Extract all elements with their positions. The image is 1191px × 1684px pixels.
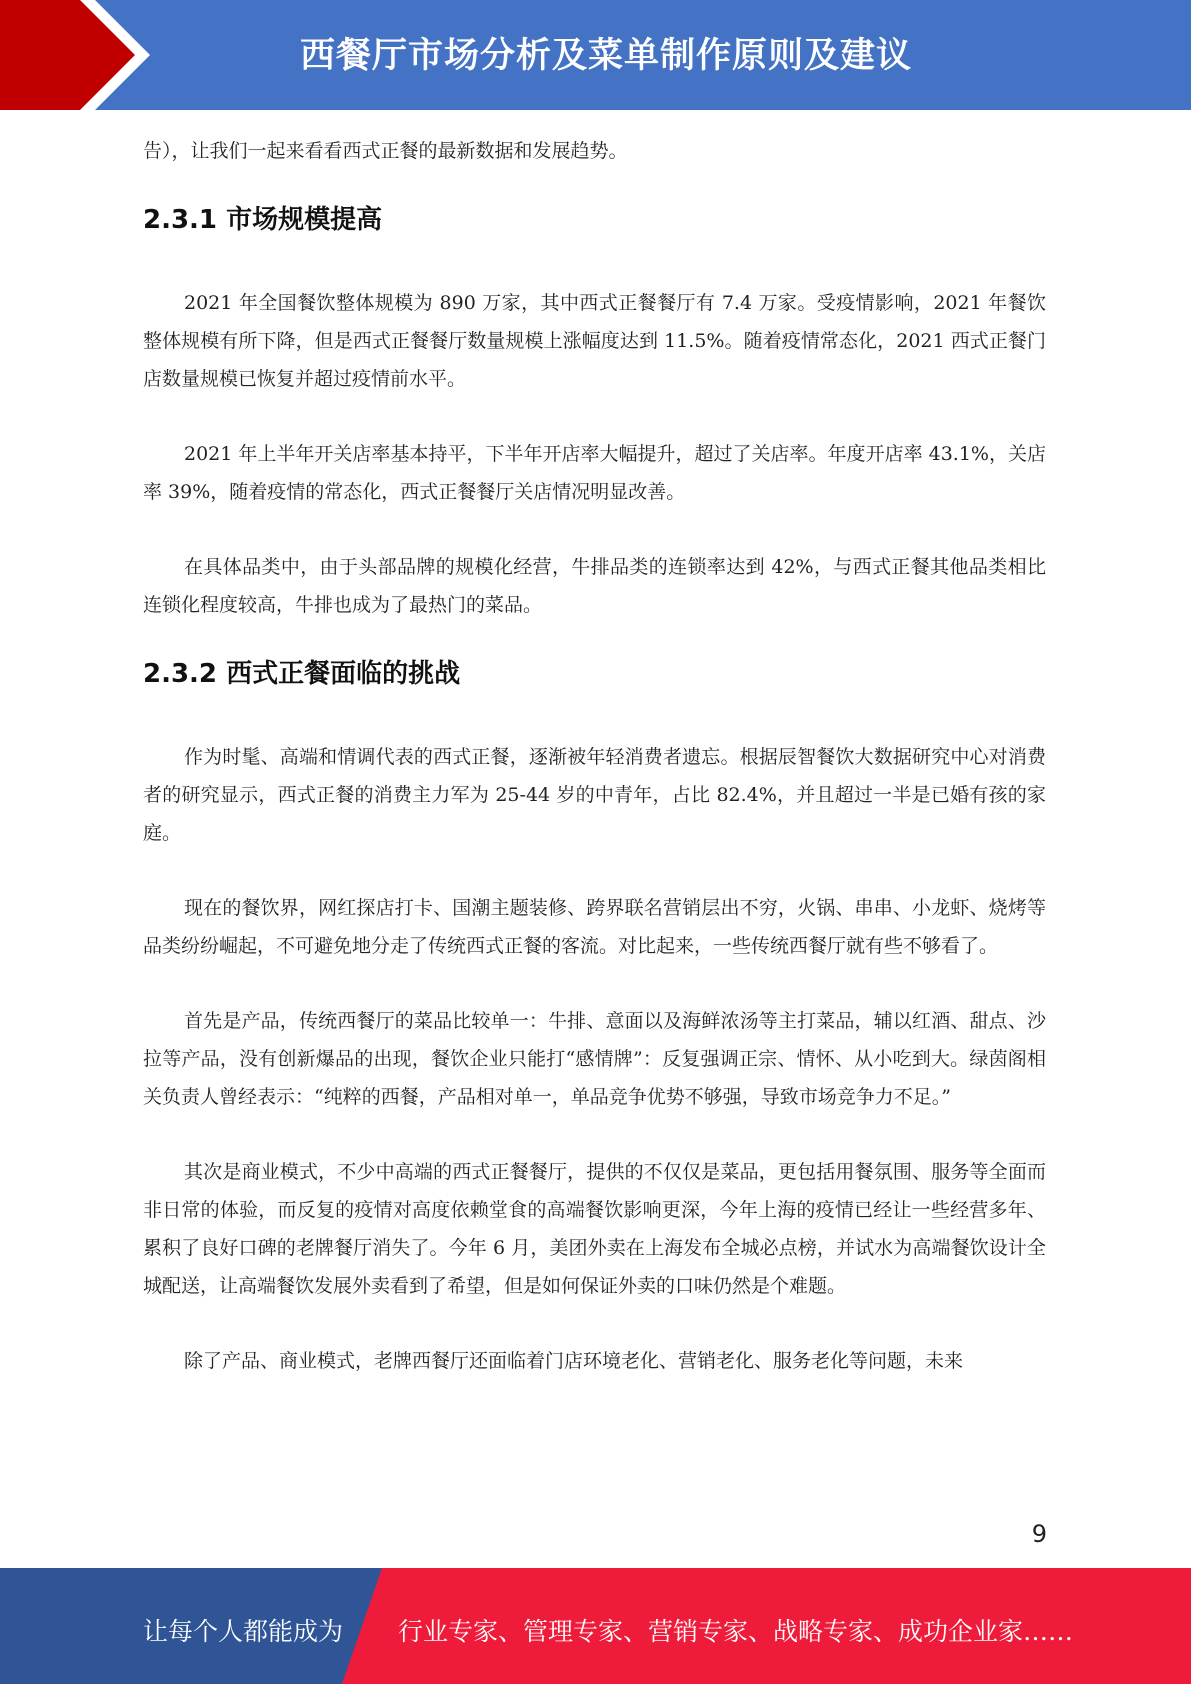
document-body — [143, 132, 1046, 1380]
body-paragraph: 2021 年上半年开关店率基本持平，下半年开店率大幅提升，超过了关店率。年度开店率 43.1%，关店率 39%，随着疫情的常态化，西式正餐餐厅关店情况明显改善。 — [143, 443, 1046, 503]
section-heading-market-scale: 2.3.1 市场规模提高 — [143, 205, 383, 235]
page-number: 9 — [1031, 1520, 1047, 1548]
footer-slogan-left: 让每个人都能成为 — [143, 1617, 344, 1646]
body-paragraph: 2021 年全国餐饮整体规模为 890 万家，其中西式正餐餐厅有 7.4 万家。受疫情影响，2021 年餐饮整体规模有所下降，但是西式正餐餐厅数量规模上涨幅度达到 11.5%。随着疫情常态化，2021 西式正餐门店数量规模已恢复并超过疫情前水平。 — [143, 292, 1046, 390]
intro-paragraph: 告），让我们一起来看看西式正餐的最新数据和发展趋势。 — [143, 140, 628, 162]
body-paragraph: 现在的餐饮界，网红探店打卡、国潮主题装修、跨界联名营销层出不穷，火锅、串串、小龙虾、烧烤等品类纷纷崛起，不可避免地分走了传统西式正餐的客流。对比起来，一些传统西餐厅就有些不够看了。 — [143, 897, 1046, 957]
section-heading-challenges: 2.3.2 西式正餐面临的挑战 — [143, 659, 461, 689]
body-paragraph: 除了产品、商业模式，老牌西餐厅还面临着门店环境老化、营销老化、服务老化等问题，未来 — [184, 1350, 964, 1372]
page-header — [0, 0, 1191, 110]
body-paragraph: 其次是商业模式，不少中高端的西式正餐餐厅，提供的不仅仅是菜品，更包括用餐氛围、服务等全面而非日常的体验，而反复的疫情对高度依赖堂食的高端餐饮影响更深，今年上海的疫情已经让一些经营多年、累积了良好口碑的老牌餐厅消失了。今年 6 月，美团外卖在上海发布全城必点榜，并试水为高端餐饮设计全城配送，让高端餐饮发展外卖看到了希望，但是如何保证外卖的口味仍然是个难题。 — [143, 1161, 1046, 1297]
body-paragraph: 作为时髦、高端和情调代表的西式正餐，逐渐被年轻消费者遗忘。根据辰智餐饮大数据研究中心对消费者的研究显示，西式正餐的消费主力军为 25-44 岁的中青年，占比 82.4%，并且超过一半是已婚有孩的家庭。 — [143, 746, 1046, 844]
footer-slogan-right: 行业专家、管理专家、营销专家、战略专家、成功企业家…… — [398, 1617, 1074, 1646]
body-paragraph: 在具体品类中，由于头部品牌的规模化经营，牛排品类的连锁率达到 42%，与西式正餐其他品类相比连锁化程度较高，牛排也成为了最热门的菜品。 — [143, 556, 1046, 616]
header-red-chevron — [0, 0, 150, 110]
body-paragraph: 首先是产品，传统西餐厅的菜品比较单一：牛排、意面以及海鲜浓汤等主打菜品，辅以红酒、甜点、沙拉等产品，没有创新爆品的出现，餐饮企业只能打“感情牌”：反复强调正宗、情怀、从小吃到大。绿茵阁相关负责人曾经表示：“纯粹的西餐，产品相对单一，单品竞争优势不够强，导致市场竞争力不足。” — [143, 1010, 1046, 1108]
page-footer — [0, 1568, 1191, 1684]
header-title: 西餐厅市场分析及菜单制作原则及建议 — [300, 36, 913, 76]
